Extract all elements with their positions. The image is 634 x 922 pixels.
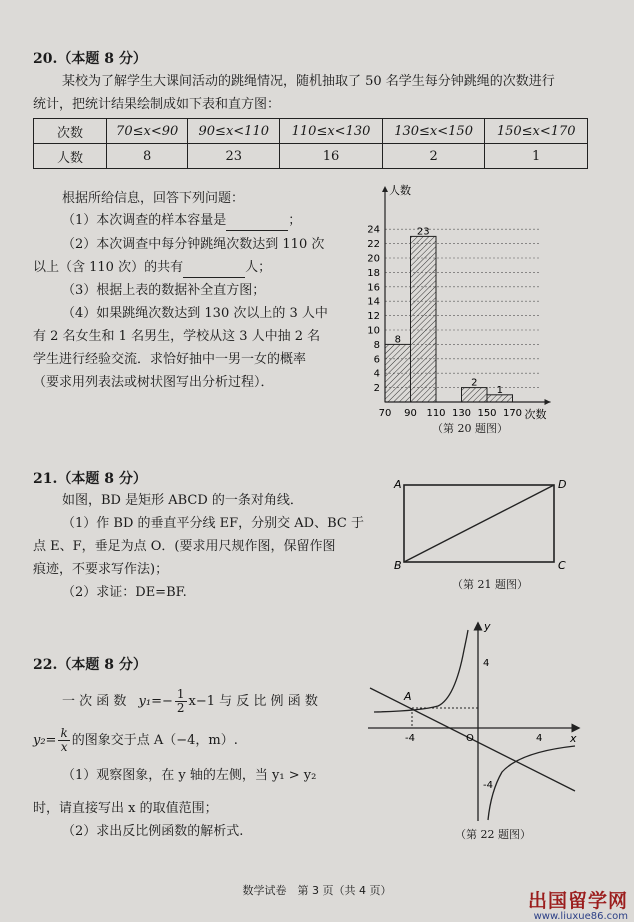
q22-line4: 时，请直接写出 x 的取值范围； [33, 801, 218, 816]
fraction-numerator: k [60, 726, 68, 740]
y-tick-label: 20 [367, 253, 380, 265]
q21-line4: 痕迹，不要求写作法)； [33, 562, 169, 577]
y-tick-neg4: -4 [483, 780, 493, 791]
y-tick-label: 2 [373, 383, 380, 395]
fraction-k-over-x [58, 727, 69, 754]
q22-y2: y₂= [33, 733, 57, 748]
q20-intro-line1: 某校为了解学生大课间活动的跳绳情况，随机抽取了 50 名学生每分钟跳绳的次数进行 [62, 74, 555, 89]
q20-q4-b: 有 2 名女生和 1 名男生，学校从这 3 人中抽 2 名 [33, 329, 321, 344]
q22-y1: y₁=− [138, 694, 173, 709]
q20-q2-end: 人； [245, 260, 272, 275]
y-tick-label: 4 [373, 368, 380, 380]
q22-line5: （2）求出反比例函数的解析式. [62, 824, 244, 839]
x-tick-neg4: -4 [405, 733, 415, 744]
y-tick-4: 4 [483, 658, 490, 669]
q20-q2-b-text: 以上（含 110 次）的共有 [33, 260, 184, 275]
q22-line1 [62, 687, 318, 717]
histogram-chart [355, 180, 595, 420]
q21-line2: （1）作 BD 的垂直平分线 EF，分别交 AD、BC 于 [62, 516, 364, 531]
table-cell: 23 [188, 144, 280, 169]
q20-q1-end: ； [288, 213, 302, 228]
x-axis-label: 次数 [524, 408, 547, 420]
q20-q4-a: （4）如果跳绳次数达到 130 次以上的 3 人中 [62, 306, 328, 321]
bar-value-label: 8 [394, 334, 401, 346]
fraction-half [175, 688, 187, 715]
table-cell: 150≤x<170 [485, 119, 588, 144]
table-cell: 130≤x<150 [382, 119, 485, 144]
table-cell: 8 [107, 144, 188, 169]
x-axis-arrow [545, 399, 551, 405]
table-cell: 2 [382, 144, 485, 169]
table-cell: 110≤x<130 [280, 119, 383, 144]
watermark [528, 886, 628, 922]
histogram-bar [462, 388, 488, 402]
rectangle-figure [390, 476, 580, 576]
x-tick-label: 170 [502, 408, 523, 419]
hyperbola-left-branch [374, 630, 468, 712]
q22-line2-b: 的图象交于点 A（−4，m）. [71, 733, 238, 748]
y-tick-label: 12 [367, 311, 380, 323]
histogram-bar [487, 395, 513, 402]
q22-line1-b: x−1 与 反 比 例 函 数 [188, 694, 318, 709]
table-header-people: 人数 [34, 144, 107, 169]
y-tick-label: 24 [367, 224, 380, 236]
frequency-table [33, 118, 588, 169]
q22-caption: （第 22 题图） [455, 828, 531, 841]
x-axis-label: x [570, 732, 577, 745]
y-axis-arrow [382, 186, 388, 192]
y-tick-label: 16 [367, 282, 380, 294]
watermark-title: 出国留学网 [527, 890, 628, 912]
bar-value-label: 23 [416, 226, 430, 238]
q20-q1 [62, 212, 301, 231]
q21-line5: （2）求证：DE=BF. [62, 585, 187, 600]
q22-line1-a: 一 次 函 数 [62, 694, 127, 709]
q20-q2-b [33, 259, 271, 278]
q20-q4-c: 学生进行经验交流．求恰好抽中一男一女的概率 [33, 352, 307, 367]
answer-blank [226, 212, 288, 231]
q22-line3: （1）观察图象，在 y 轴的左侧，当 y₁ > y₂ [62, 768, 317, 783]
page-footer: 数学试卷 第 3 页（共 4 页） [242, 884, 392, 897]
q20-q1-text: （1）本次调查的样本容量是 [62, 213, 227, 228]
y-tick-label: 10 [367, 325, 380, 337]
table-row [34, 119, 588, 144]
y-tick-label: 14 [367, 296, 380, 308]
q20-q2-a: （2）本次调查中每分钟跳绳次数达到 110 次 [62, 237, 325, 252]
label-a: A [394, 478, 402, 491]
bar-value-label: 1 [496, 384, 503, 396]
hyperbola-right-branch [488, 746, 575, 820]
function-graph [360, 616, 590, 826]
q21-line3: 点 E、F，垂足为点 O．(要求用尺规作图，保留作图 [33, 539, 336, 554]
table-cell: 90≤x<110 [188, 119, 280, 144]
q21-line1: 如图，BD 是矩形 ABCD 的一条对角线． [62, 493, 303, 508]
q20-heading: 20.（本题 8 分） [33, 51, 147, 67]
q20-caption: （第 20 题图） [432, 422, 508, 435]
label-c: C [558, 559, 566, 572]
y-tick-label: 6 [373, 354, 380, 366]
origin-label: O [466, 733, 474, 744]
diagonal-bd [404, 485, 554, 562]
table-header-count: 次数 [34, 119, 107, 144]
label-b: B [394, 559, 402, 572]
point-a-label: A [404, 690, 412, 703]
table-cell: 16 [280, 144, 383, 169]
q20-intro-line2: 统计，把统计结果绘制成如下表和直方图： [33, 97, 281, 112]
y-tick-label: 18 [367, 267, 380, 279]
x-tick-4: 4 [536, 733, 543, 744]
q21-heading: 21.（本题 8 分） [33, 471, 147, 487]
histogram-bar [411, 236, 437, 402]
table-cell: 1 [485, 144, 588, 169]
x-tick-label: 90 [404, 408, 417, 419]
watermark-url: www.liuxue86.com [533, 911, 628, 922]
y-axis-label: y [484, 620, 491, 633]
x-tick-label: 110 [426, 408, 446, 419]
answer-blank [183, 259, 245, 278]
histogram-bar [385, 344, 411, 402]
q20-q4-d: （要求用列表法或树状图写出分析过程）． [33, 375, 274, 390]
fraction-numerator: 1 [176, 687, 185, 701]
fraction-denominator: 2 [176, 701, 185, 715]
x-tick-label: 130 [451, 408, 472, 419]
x-tick-label: 150 [477, 408, 497, 419]
label-d: D [558, 478, 567, 491]
q21-caption: （第 21 题图） [452, 578, 528, 591]
q22-heading: 22.（本题 8 分） [33, 657, 147, 673]
y-axis-label: 人数 [389, 184, 411, 197]
y-tick-label: 22 [367, 239, 380, 251]
q22-line2 [33, 726, 238, 756]
table-cell: 70≤x<90 [107, 119, 188, 144]
q20-prompt: 根据所给信息，回答下列问题： [62, 191, 245, 206]
q20-q3: （3）根据上表的数据补全直方图； [62, 283, 266, 298]
x-tick-label: 70 [378, 408, 392, 419]
y-tick-label: 8 [373, 339, 380, 351]
bar-value-label: 2 [471, 377, 478, 389]
table-row [34, 144, 588, 169]
fraction-denominator: x [60, 740, 68, 754]
